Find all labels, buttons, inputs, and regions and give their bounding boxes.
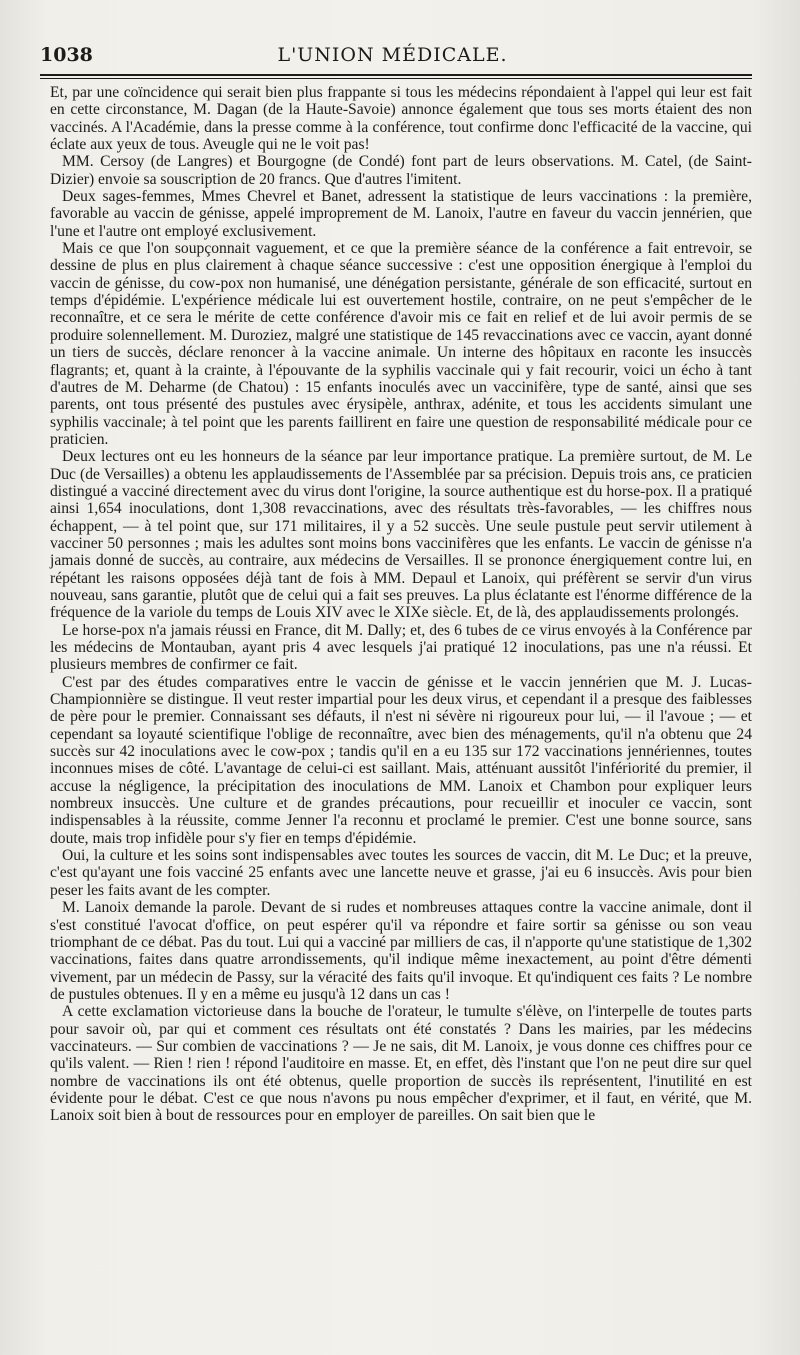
page-header xyxy=(40,44,745,74)
paragraph: Deux lectures ont eu les honneurs de la séance par leur importance pratique. La première surtout, de M. Le Duc (de Versailles) a obtenu les applaudissements de l'Assemblée par sa précision. Depuis trois ans, ce praticien distingué a vacciné directement avec du virus dont l'origine, la source authentique est du horse-pox. Il a pratiqué ainsi 1,654 inoculations, dont 1,308 revaccinations, avec des résultats très-favorables, — les chiffres nous échappent, — à tel point que, sur 171 militaires, il y a 52 succès. Une seule pustule peut servir utilement à vacciner 50 personnes ; mais les adultes sont moins bons vaccinifères que les enfants. Le vaccin de génisse n'a jamais donné de succès, au contraire, aux médecins de Versailles. Il se prononce énergiquement contre lui, en répétant les raisons opposées déjà tant de fois à MM. Depaul et Lanoix, qui préfèrent se servir d'un virus nouveau, sans garantie, plutôt que de celui qui a fait ses preuves. La plus éclatante est l'énorme différence de la fréquence de la variole du temps de Louis XIV avec le XIXe siècle. Et, de là, des applaudissements prolongés. xyxy=(50,448,752,622)
paragraph: A cette exclamation victorieuse dans la bouche de l'orateur, le tumulte s'élève, on l'interpelle de toutes parts pour savoir où, par qui et comment ces résultats ont été constatés ? Dans les mairies, par les médecins vaccinateurs. — Sur combien de vaccinations ? — Je ne sais, dit M. Lanoix, je vous donne ces chiffres pour ce qu'ils valent. — Rien ! rien ! répond l'auditoire en masse. Et, en effet, dès l'instant que l'on ne peut dire sur quel nombre de vaccinations ils ont été obtenus, quelle proportion de succès ils représentent, l'inutilité en est évidente pour le débat. C'est ce que nous n'avons pu nous empêcher d'exprimer, et il faut, en vérité, que M. Lanoix soit bien à bout de ressources pour en employer de pareilles. On sait bien que le xyxy=(50,1003,752,1125)
header-rule xyxy=(40,74,752,76)
paragraph: Mais ce que l'on soupçonnait vaguement, et ce que la première séance de la conférence a fait entrevoir, se dessine de plus en plus clairement à chaque séance successive : c'est une opposition énergique à l'emploi du vaccin de génisse, du cow-pox non humanisé, une dénégation persistante, générale de son efficacité, surtout en temps d'épidémie. L'expérience médicale lui est ouvertement hostile, contraire, on ne peut s'empêcher de le reconnaître, et ce sera le mérite de cette conférence d'avoir mis ce fait en relief et de lui avoir permis de se produire solennellement. M. Duroziez, malgré une statistique de 145 revaccinations avec ce vaccin, ayant donné un tiers de succès, déclare renoncer à la vaccine animale. Un interne des hôpitaux en raconte les insuccès flagrants; et, quant à la crainte, à l'épouvante de la syphilis vaccinale qui y fait recourir, voici un écho à tant d'autres de M. Deharme (de Chatou) : 15 enfants inoculés avec un vaccinifère, type de santé, ainsi que ses parents, ont tous présenté des pustules avec érysipèle, anthrax, adénite, et tous les accidents simulant une syphilis vaccinale; à tel point que les parents faillirent en faire une question de responsabilité médicale pour ce praticien. xyxy=(50,240,752,448)
paragraph: Le horse-pox n'a jamais réussi en France, dit M. Dally; et, des 6 tubes de ce virus envoyés à la Conférence par les médecins de Montauban, ayant pris 4 avec lesquels j'ai pratiqué 12 inoculations, pas une n'a réussi. Et plusieurs membres de confirmer ce fait. xyxy=(50,621,752,674)
paragraph: Oui, la culture et les soins sont indispensables avec toutes les sources de vaccin, dit M. Le Duc; et la preuve, c'est qu'ayant une fois vacciné 25 enfants avec une lancette neuve et grasse, j'ai eu 6 insuccès. Avis pour bien peser les faits avant de les compter. xyxy=(50,847,752,899)
paragraph: C'est par des études comparatives entre le vaccin de génisse et le vaccin jennérien que M. J. Lucas-Championnière se distingue. Il veut rester impartial pour les deux virus, et cependant il a presque des faiblesses de père pour le premier. Connaissant ses défauts, il n'est ni sévère ni rigoureux pour lui, — il l'avoue ; — et cependant sa loyauté scientifique l'oblige de reconnaître, avec bien des ménagements, qu'il n'a obtenu que 24 succès sur 42 inoculations avec le cow-pox ; tandis qu'il en a eu 135 sur 172 vaccinations jennériennes, toutes inconnues mises de côté. L'avantage de celui-ci est saillant. Mais, atténuant aussitôt l'infériorité du premier, il accuse la négligence, la précipitation des inoculations de MM. Lanoix et Chambon pour expliquer leurs nombreux insuccès. Une culture et de grandes précautions, pour recueillir et inoculer ce vaccin, sont indispensables à la réussite, comme Jenner l'a reconnu et proclamé le premier. C'est une bonne source, sans doute, mais trop infidèle pour s'y fier en temps d'épidémie. xyxy=(50,673,752,847)
paragraph: Deux sages-femmes, Mmes Chevrel et Banet, adressent la statistique de leurs vaccinations : la première, favorable au vaccin de génisse, appelé improprement de M. Lanoix, l'autre en faveur du vaccin jennérien, que l'une et l'autre ont employé exclusivement. xyxy=(50,188,752,240)
header-rule-thin xyxy=(40,78,752,79)
paragraph: M. Lanoix demande la parole. Devant de si rudes et nombreuses attaques contre la vaccine animale, dont il s'est constitué l'avocat d'office, on peut espérer qu'il va répondre et faire sortir sa génisse ou son veau triomphant de ce débat. Pas du tout. Lui qui a vacciné par milliers de cas, il n'apporte qu'une statistique de 1,302 vaccinations, faites dans quatre arrondissements, qu'il indique même inexactement, au point d'être démenti vivement, par un médecin de Passy, sur la véracité des faits qu'il invoque. Et qu'indiquent ces faits ? Le nombre de pustules obtenues. Il y en a même eu jusqu'à 12 dans un cas ! xyxy=(50,899,752,1003)
paragraph: Et, par une coïncidence qui serait bien plus frappante si tous les médecins répondaient à l'appel qui leur est fait en cette circonstance, M. Dagan (de la Haute-Savoie) annonce également que tous ses morts étaient des non vaccinés. A l'Académie, dans la presse comme à la conférence, tout confirme donc l'efficacité de la vaccine, qui éclate aux yeux de tous. Aveugle qui ne le voit pas! xyxy=(50,84,752,154)
page-number: 1038 xyxy=(40,44,93,66)
paragraph: MM. Cersoy (de Langres) et Bourgogne (de Condé) font part de leurs observations. M. Catel, (de Saint-Dizier) envoie sa souscription de 20 francs. Que d'autres l'imitent. xyxy=(50,153,752,188)
running-head: L'UNION MÉDICALE. xyxy=(277,44,508,66)
article-body xyxy=(50,84,752,1125)
